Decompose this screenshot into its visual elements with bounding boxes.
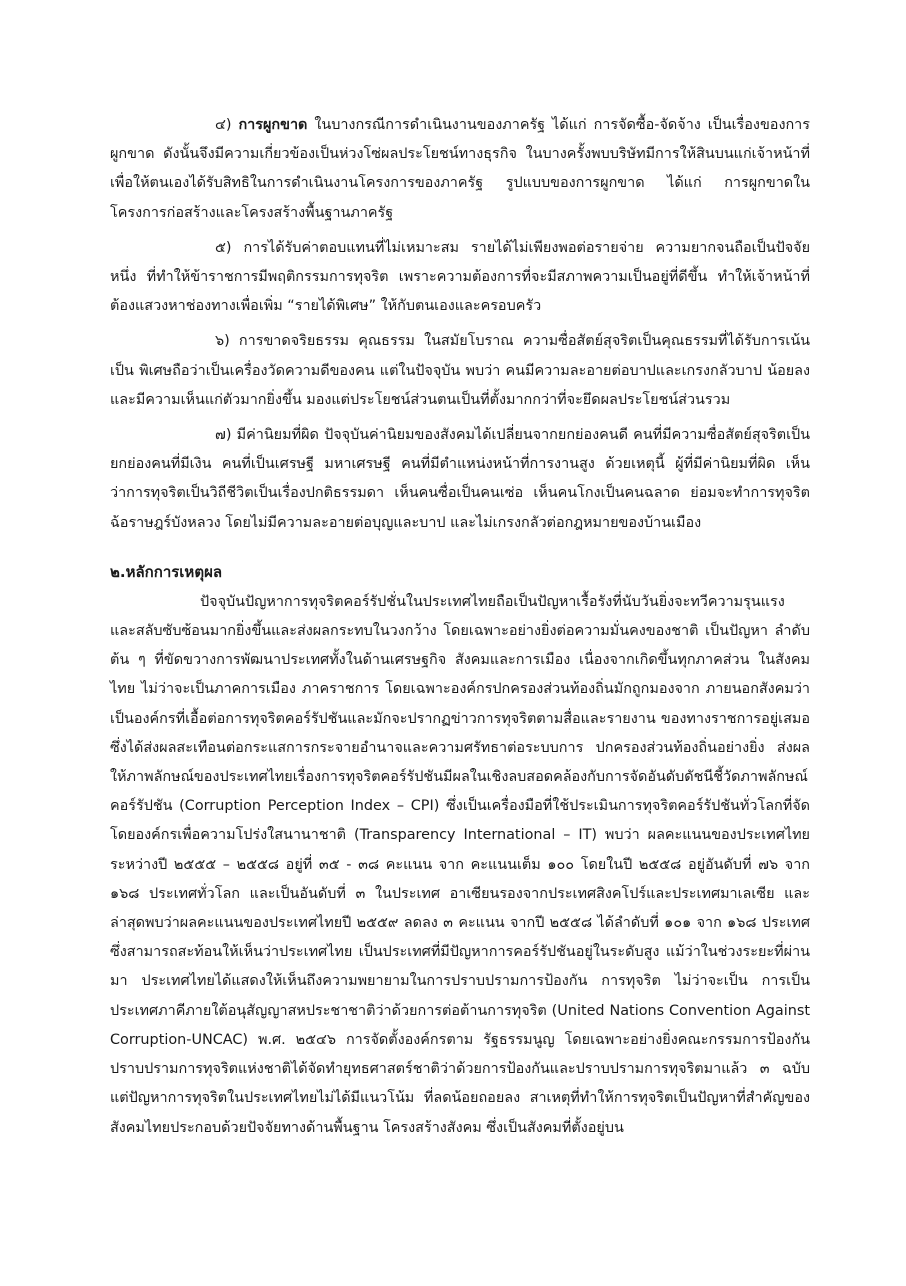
list-item-text: มีค่านิยมที่ผิด ปัจจุบันค่านิยมของสังคมได้เปลี่ยนจากยกย่องคนดี คนที่มีความซื่อสัตย์สุจริตเป็น ยกย่องคนที่มีเงิน คนที่เป็นเศรษฐี มหาเศรษฐี คนที่มีตำแหน่งหน้าที่การงานสูง ด้วยเหตุนี้ ผู้ที่มีค่านิยมที่ผิด เห็นว่าการทุจริตเป็นวิถีชีวิตเป็นเรื่องปกติธรรมดา เห็นคนซื่อเป็นคนเซ่อ เห็นคนโกงเป็นคนฉลาด ย่อมจะทำการทุจริตฉ้อราษฎร์บังหลวง โดยไม่มีความละอายต่อบุญและบาป และไม่เกรงกลัวต่อกฎหมายของบ้านเมือง bbox=[110, 427, 811, 531]
list-item-heading: การผูกขาด bbox=[238, 117, 308, 133]
section-heading: ๒.หลักการเหตุผล bbox=[110, 562, 223, 581]
list-item-7 bbox=[110, 421, 810, 538]
list-item-text: ในบางกรณีการดำเนินงานของภาครัฐ ได้แก่ การจัดซื้อ-จัดจ้าง เป็นเรื่องของการ ผูกขาด ดังนั้นจึงมีความเกี่ยวข้องเป็นห่วงโซ่ผลประโยชน์ทางธุรกิจ ในบางครั้งพบบริษัทมีการให้สินบนแก่เจ้าหน้าที่เพื่อให้ตนเองได้รับสิทธิในการดำเนินงานโครงการของภาครัฐ รูปแบบของการผูกขาด ได้แก่ การผูกขาดในโครงการก่อสร้างและโครงสร้างพื้นฐานภาครัฐ bbox=[110, 117, 810, 221]
list-item-number: ๗) bbox=[215, 427, 232, 444]
list-item-number: ๕) bbox=[215, 239, 232, 256]
list-item-text: การได้รับค่าตอบแทนที่ไม่เหมาะสม รายได้ไม่เพียงพอต่อรายจ่าย ความยากจนถือเป็นปัจจัยหนึ่ง ที่ทำให้ข้าราชการมีพฤติกรรมการทุจริต เพราะความต้องการที่จะมีสภาพความเป็นอยู่ที่ดีขึ้น ทำให้เจ้าหน้าที่ ต้องแสวงหาช่องทางเพื่อเพิ่ม “รายได้พิเศษ” ให้กับตนเองและครอบครัว bbox=[110, 239, 811, 315]
list-item-4 bbox=[110, 111, 810, 228]
list-item-number: ๔) bbox=[215, 117, 232, 133]
document-body bbox=[110, 111, 810, 1149]
list-item-number: ๖) bbox=[215, 333, 230, 350]
section-paragraph: ปัจจุบันปัญหาการทุจริตคอร์รัปชั่นในประเทศไทยถือเป็นปัญหาเรื้อรังที่นับวันยิ่งจะทวีความรุนแรง และสลับซับซ้อนมากยิ่งขึ้นและส่งผลกระทบในวงกว้าง โดยเฉพาะอย่างยิ่งต่อความมั่นคงของชาติ เป็นปัญหา ลำดับต้น ๆ ที่ขัดขวางการพัฒนาประเทศทั้งในด้านเศรษฐกิจ สังคมและการเมือง เนื่องจากเกิดขึ้นทุกภาคส่วน ในสังคมไทย ไม่ว่าจะเป็นภาคการเมือง ภาคราชการ โดยเฉพาะองค์กรปกครองส่วนท้องถิ่นมักถูกมองจาก ภายนอกสังคมว่าเป็นองค์กรที่เอื้อต่อการทุจริตคอร์รัปชันและมักจะปรากฏข่าวการทุจริตตามสื่อและรายงาน ของทางราชการอยู่เสมอ ซึ่งได้ส่งผลสะเทือนต่อกระแสการกระจายอำนาจและความศรัทธาต่อระบบการ ปกครองส่วนท้องถิ่นอย่างยิ่ง ส่งผลให้ภาพลักษณ์ของประเทศไทยเรื่องการทุจริตคอร์รัปชันมีผลในเชิงลบสอดคล้องกับการจัดอันดับดัชนีชี้วัดภาพลักษณ์คอร์รัปชัน (Corruption Perception Index – CPI) ซึ่งเป็นเครื่องมือที่ใช้ประเมินการทุจริตคอร์รัปชันทั่วโลกที่จัดโดยองค์กรเพื่อความโปร่งใสนานาชาติ (Transparency International – IT) พบว่า ผลคะแนนของประเทศไทยระหว่างปี ๒๕๕๕ – ๒๕๕๘ อยู่ที่ ๓๕ - ๓๘ คะแนน จาก คะแนนเต็ม ๑๐๐ โดยในปี ๒๕๕๘ อยู่อันดับที่ ๗๖ จาก ๑๖๘ ประเทศทั่วโลก และเป็นอันดับที่ ๓ ในประเทศ อาเซียนรองจากประเทศสิงคโปร์และประเทศมาเลเซีย และล่าสุดพบว่าผลคะแนนของประเทศไทยปี ๒๕๕๙ ลดลง ๓ คะแนน จากปี ๒๕๕๘ ได้ลำดับที่ ๑๐๑ จาก ๑๖๘ ประเทศ ซึ่งสามารถสะท้อนให้เห็นว่าประเทศไทย เป็นประเทศที่มีปัญหาการคอร์รัปชันอยู่ในระดับสูง แม้ว่าในช่วงระยะที่ผ่านมา ประเทศไทยได้แสดงให้เห็นถึงความพยายามในการปราบปรามการป้องกัน การทุจริต ไม่ว่าจะเป็น การเป็นประเทศภาคีภายใต้อนุสัญญาสหประชาชาติว่าด้วยการต่อต้านการทุจริต (United Nations Convention Against Corruption-UNCAC) พ.ศ. ๒๕๔๖ การจัดตั้งองค์กรตาม รัฐธรรมนูญ โดยเฉพาะอย่างยิ่งคณะกรรมการป้องกันปราบปรามการทุจริตแห่งชาติได้จัดทำยุทธศาสตร์ชาติว่าด้วยการป้องกันและปราบปรามการทุจริตมาแล้ว ๓ ฉบับ แต่ปัญหาการทุจริตในประเทศไทยไม่ได้มีแนวโน้ม ที่ลดน้อยถอยลง สาเหตุที่ทำให้การทุจริตเป็นปัญหาที่สำคัญของสังคมไทยประกอบด้วยปัจจัยทางด้านพื้นฐาน โครงสร้างสังคม ซึ่งเป็นสังคมที่ตั้งอยู่บน bbox=[110, 593, 810, 1136]
list-item-5 bbox=[110, 234, 810, 322]
list-item-6 bbox=[110, 327, 810, 415]
list-item-text: การขาดจริยธรรม คุณธรรม ในสมัยโบราณ ความซื่อสัตย์สุจริตเป็นคุณธรรมที่ได้รับการเน้นเป็น พิเศษถือว่าเป็นเครื่องวัดความดีของคน แต่ในปัจจุบัน พบว่า คนมีความละอายต่อบาปและเกรงกลัวบาป น้อยลง และมีความเห็นแก่ตัวมากยิ่งขึ้น มองแต่ประโยชน์ส่วนตนเป็นที่ตั้งมากกว่าที่จะยึดผลประโยชน์ส่วนรวม bbox=[110, 333, 810, 408]
